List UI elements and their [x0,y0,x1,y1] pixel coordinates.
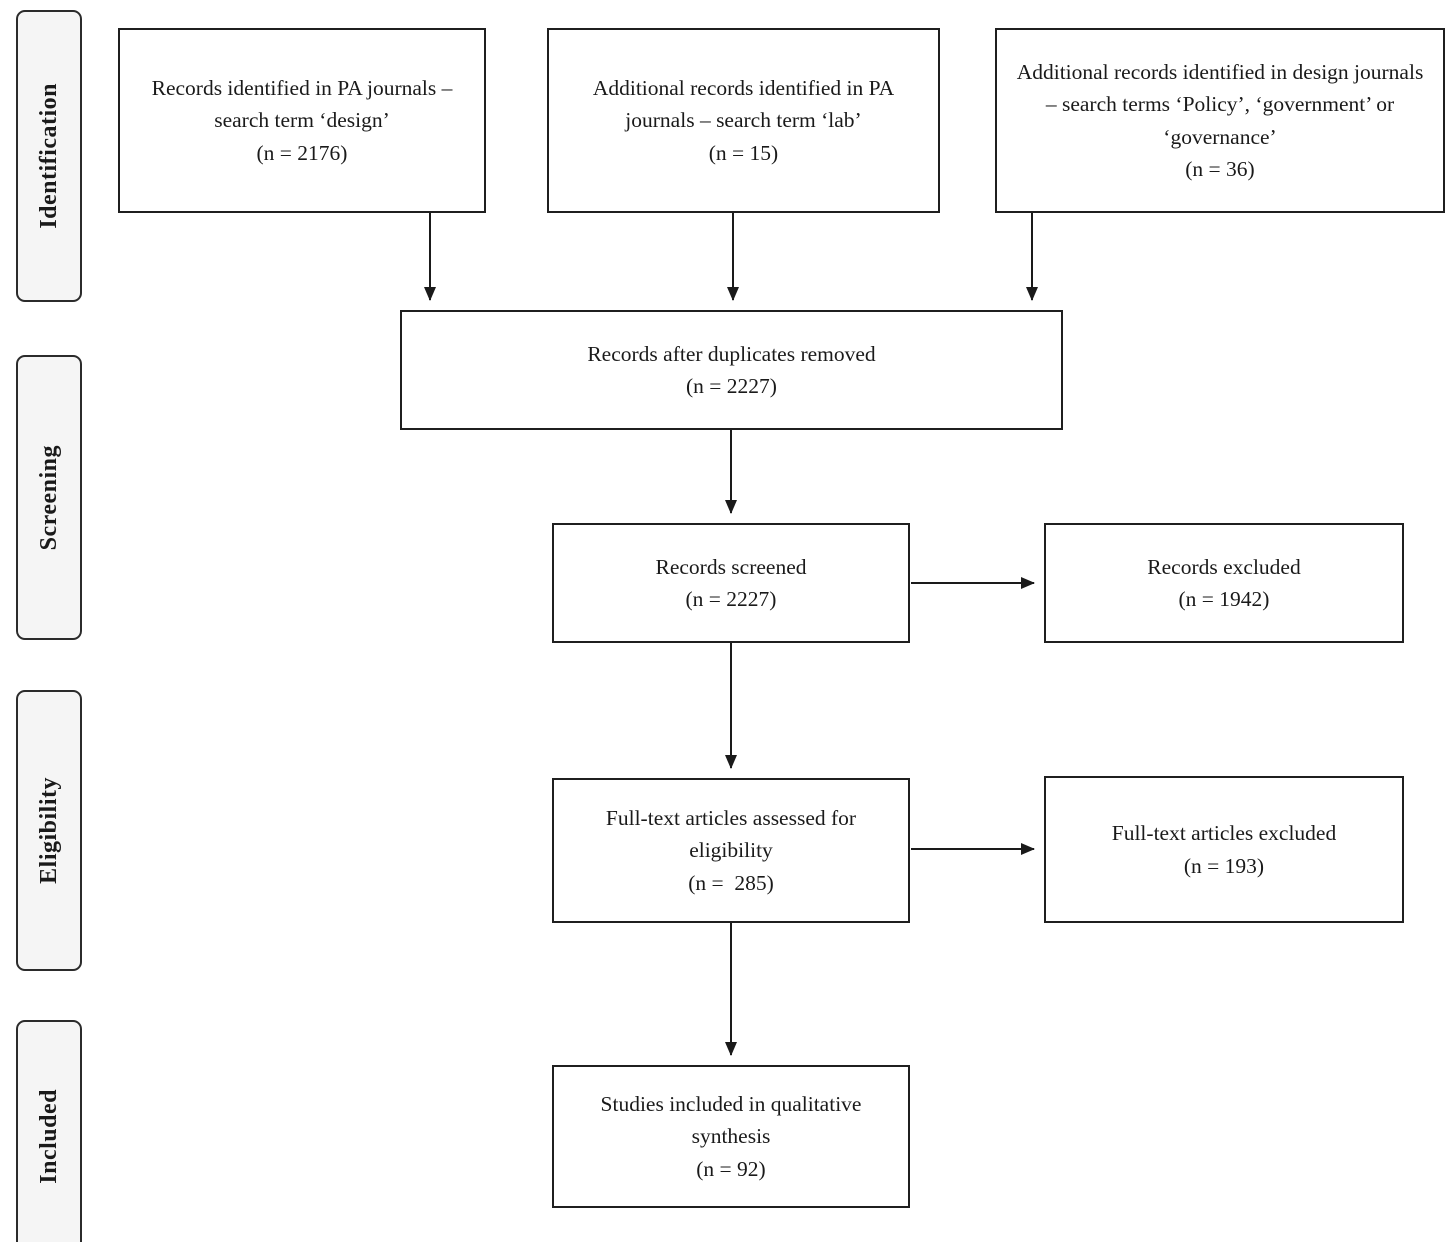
box-count: (n = 2227) [685,587,777,611]
stage-label-text: Eligibility [35,777,62,884]
box-text: Additional records identified in design journals – search terms ‘Policy’, ‘government’ or ‘governance’ [1016,60,1424,149]
box-text: Records identified in PA journals – search term ‘design’ [151,76,453,133]
box-fulltext-excluded [1044,776,1404,923]
box-additional-records-pa-lab [547,28,940,213]
box-count: (n = 92) [696,1156,766,1181]
box-count: (n = 15) [708,140,779,165]
box-count: (n = 2176) [256,140,348,165]
box-text: Full-text articles assessed for eligibility [605,806,857,863]
stage-label-text: Screening [35,444,62,551]
box-text: Records after duplicates removed [587,341,876,366]
box-count: (n = 2227) [686,374,777,398]
box-text: Studies included in qualitative synthesis [600,1092,862,1149]
box-text: Records excluded [1147,554,1301,579]
stage-label-identification [16,10,82,302]
box-records-after-duplicates-removed [400,310,1063,430]
box-count: (n = 36) [1185,156,1255,181]
box-text: Additional records identified in PA journals – search term ‘lab’ [592,76,895,133]
box-count: (n = 1942) [1178,587,1270,611]
box-count: (n = 193) [1183,853,1265,878]
stage-label-eligibility [16,690,82,971]
box-records-excluded [1044,523,1404,643]
box-studies-included [552,1065,910,1208]
box-text: Records screened [655,554,807,579]
box-text: Full-text articles excluded [1111,821,1337,846]
stage-label-included [16,1020,82,1242]
box-count: (n = 285) [688,870,774,895]
stage-label-text: Included [35,1088,62,1184]
box-additional-records-design-journals [995,28,1445,213]
stage-label-screening [16,355,82,640]
box-fulltext-assessed [552,778,910,923]
box-records-identified-pa-design [118,28,486,213]
stage-label-text: Identification [35,83,62,229]
box-records-screened [552,523,910,643]
